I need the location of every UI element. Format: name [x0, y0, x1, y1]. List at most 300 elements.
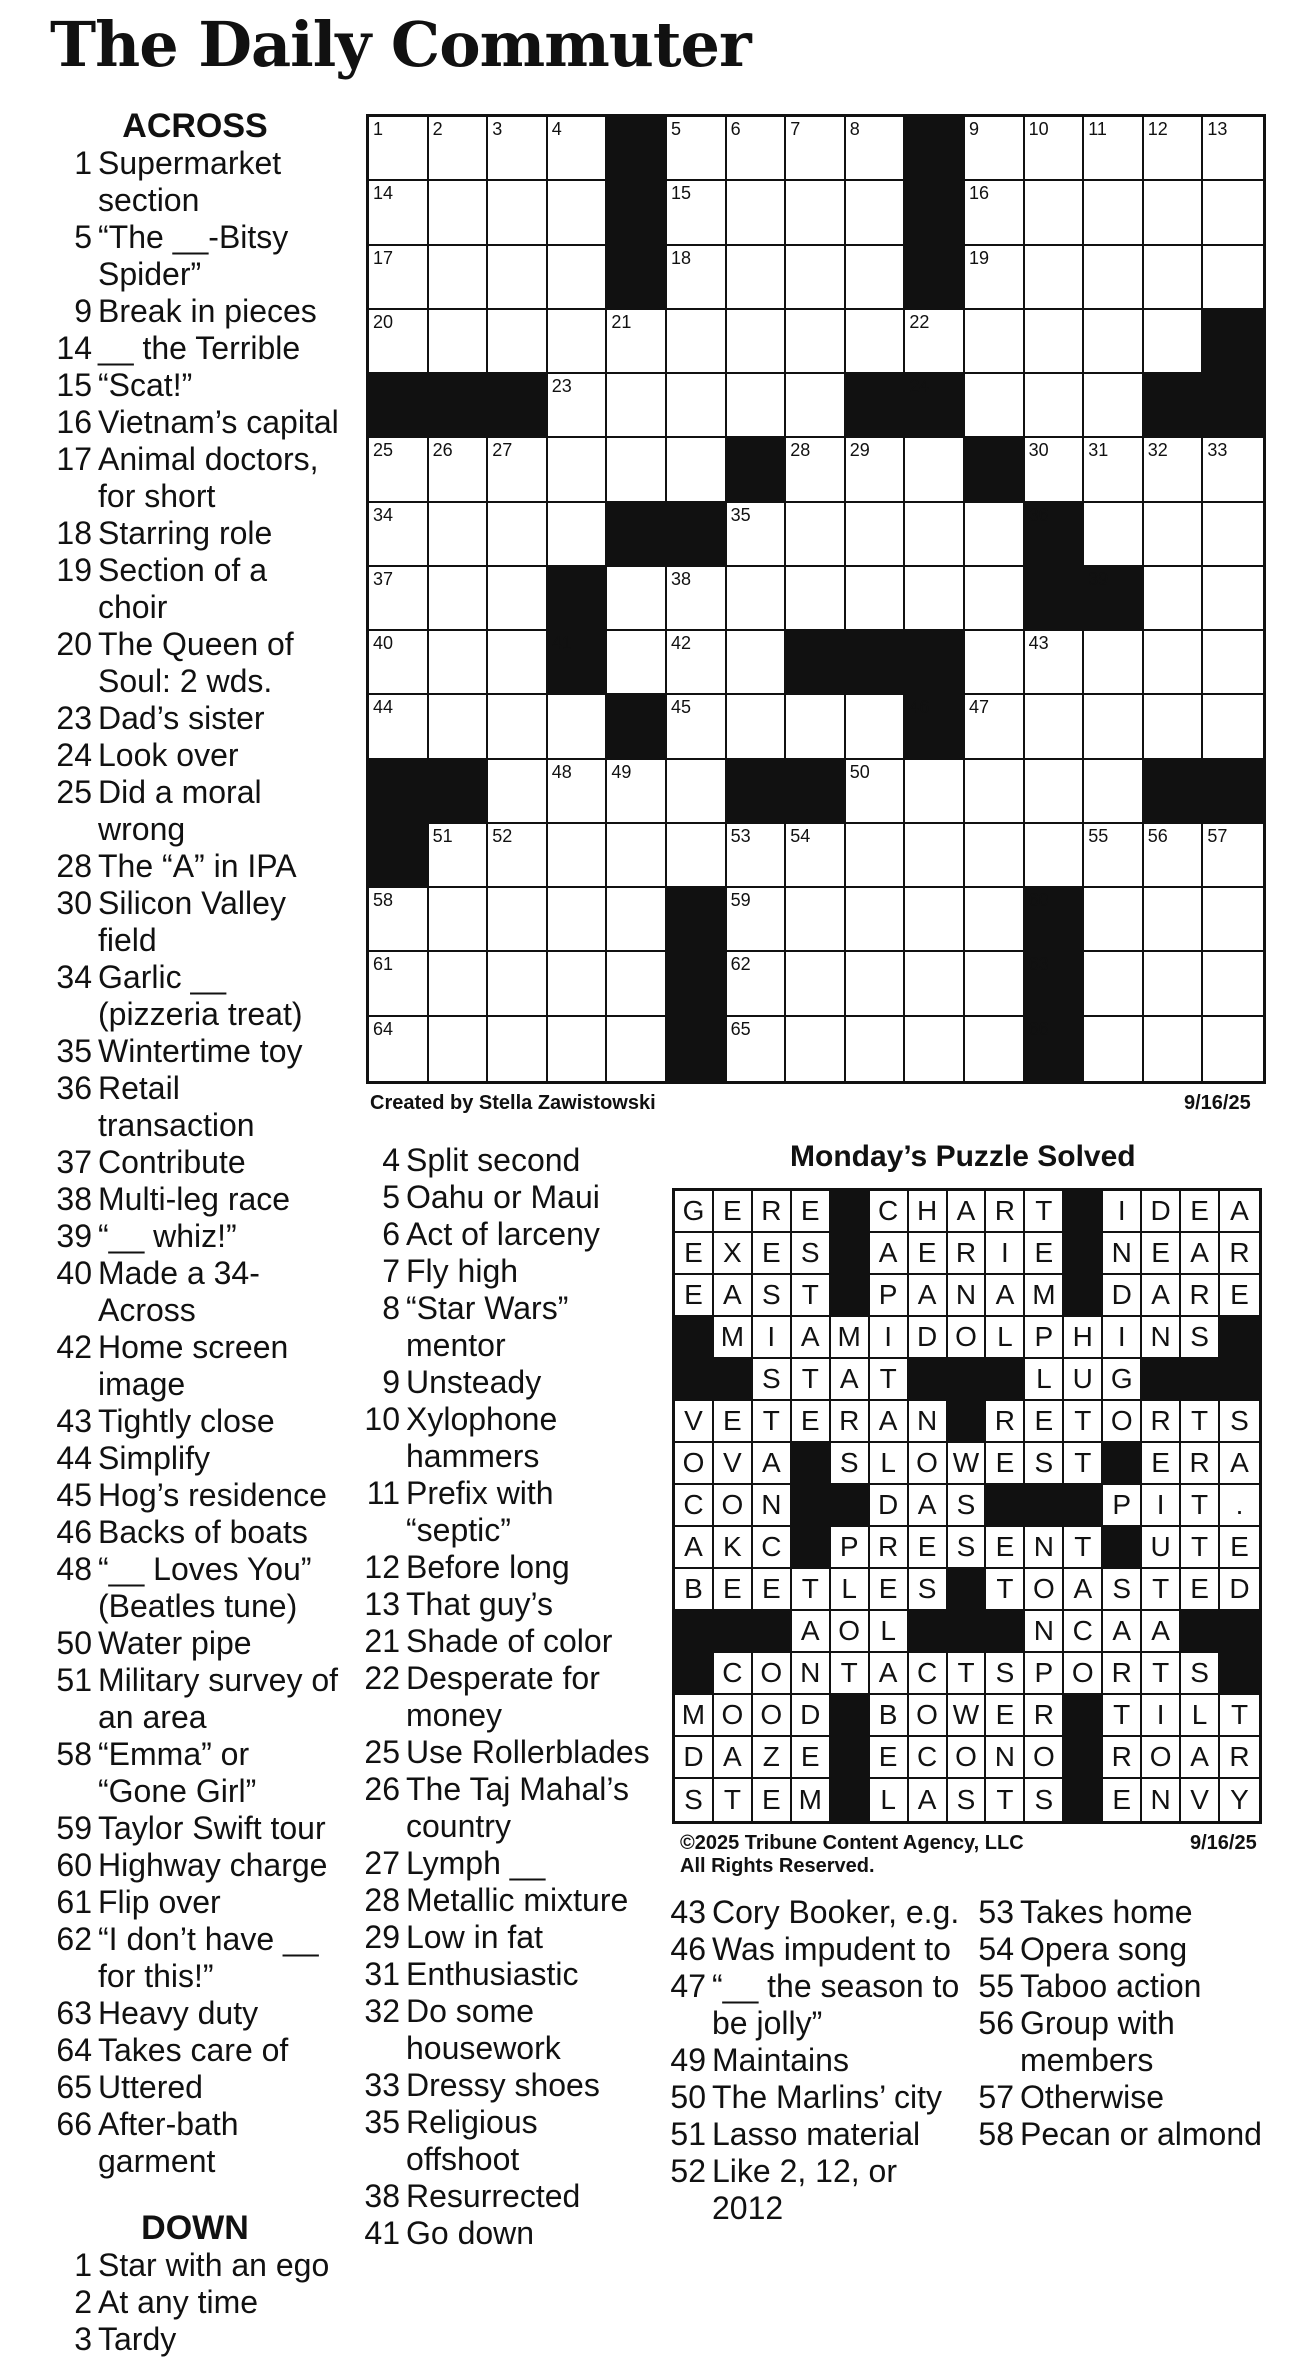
grid-cell[interactable]: [1144, 117, 1204, 181]
down-clue-11[interactable]: [358, 1475, 656, 1549]
black-square: [905, 631, 965, 695]
grid-cell[interactable]: [429, 503, 489, 567]
clue-number: 59: [56, 1810, 92, 1846]
grid-cell[interactable]: [786, 824, 846, 888]
down-clue-49[interactable]: [664, 2042, 964, 2079]
grid-cell[interactable]: [905, 760, 965, 824]
grid-cell[interactable]: [1144, 438, 1204, 502]
grid-cell[interactable]: [846, 824, 906, 888]
down-clue-50[interactable]: [664, 2079, 964, 2116]
across-clue-61[interactable]: [50, 1884, 340, 1921]
grid-cell[interactable]: [786, 181, 846, 245]
down-clue-12[interactable]: [358, 1549, 656, 1586]
grid-cell[interactable]: [727, 952, 787, 1016]
grid-cell[interactable]: [905, 438, 965, 502]
across-clue-65[interactable]: [50, 2069, 340, 2106]
grid-cell[interactable]: [786, 374, 846, 438]
grid-cell[interactable]: [1084, 117, 1144, 181]
grid-cell[interactable]: [488, 503, 548, 567]
grid-cell[interactable]: [548, 246, 608, 310]
grid-cell[interactable]: [1144, 824, 1204, 888]
grid-cell[interactable]: [786, 310, 846, 374]
down-clue-7[interactable]: [358, 1253, 656, 1290]
grid-cell[interactable]: [1084, 181, 1144, 245]
across-clue-43[interactable]: [50, 1403, 340, 1440]
grid-cell[interactable]: [905, 824, 965, 888]
grid-cell[interactable]: [607, 888, 667, 952]
grid-cell[interactable]: [846, 310, 906, 374]
grid-cell[interactable]: [786, 888, 846, 952]
clue-text: Resurrected: [406, 2178, 581, 2214]
grid-cell[interactable]: [965, 374, 1025, 438]
grid-cell[interactable]: [488, 952, 548, 1016]
grid-cell[interactable]: [1144, 567, 1204, 631]
cell-number: 49: [611, 761, 632, 782]
grid-cell[interactable]: [548, 952, 608, 1016]
grid-cell[interactable]: [429, 246, 489, 310]
grid-cell[interactable]: [429, 695, 489, 759]
grid-cell[interactable]: [786, 117, 846, 181]
down-clue-41[interactable]: [358, 2215, 656, 2252]
down-clue-5[interactable]: [358, 1179, 656, 1216]
across-clue-15[interactable]: [50, 367, 340, 404]
grid-cell[interactable]: [548, 117, 608, 181]
grid-cell[interactable]: [727, 374, 787, 438]
solution-letter: R: [1150, 1405, 1171, 1436]
across-clue-50[interactable]: [50, 1625, 340, 1662]
down-clue-25[interactable]: [358, 1734, 656, 1771]
grid-cell[interactable]: [1144, 952, 1204, 1016]
grid-cell[interactable]: [607, 952, 667, 1016]
crossword-grid[interactable]: [366, 114, 1266, 1084]
black-square: [675, 1317, 714, 1359]
grid-cell[interactable]: [369, 567, 429, 631]
grid-cell[interactable]: [429, 824, 489, 888]
across-clue-19[interactable]: [50, 552, 340, 626]
grid-cell[interactable]: [905, 310, 965, 374]
grid-cell[interactable]: [965, 181, 1025, 245]
down-clue-57[interactable]: [972, 2079, 1262, 2116]
grid-cell[interactable]: [548, 438, 608, 502]
grid-cell[interactable]: [429, 310, 489, 374]
grid-cell[interactable]: [1084, 760, 1144, 824]
grid-cell[interactable]: [1025, 631, 1085, 695]
grid-cell[interactable]: [727, 631, 787, 695]
grid-cell[interactable]: [905, 952, 965, 1016]
grid-cell[interactable]: [1084, 952, 1144, 1016]
grid-cell[interactable]: [369, 695, 429, 759]
down-clue-29[interactable]: [358, 1919, 656, 1956]
grid-cell[interactable]: [667, 181, 727, 245]
grid-cell[interactable]: [846, 438, 906, 502]
grid-cell[interactable]: [1203, 824, 1263, 888]
down-clue-13[interactable]: [358, 1586, 656, 1623]
down-clue-43[interactable]: [664, 1894, 964, 1931]
grid-cell[interactable]: [667, 438, 727, 502]
clue-number: 36: [56, 1070, 92, 1106]
across-clue-34[interactable]: [50, 959, 340, 1033]
across-clue-44[interactable]: [50, 1440, 340, 1477]
grid-cell[interactable]: [786, 952, 846, 1016]
across-clue-66[interactable]: [50, 2106, 340, 2180]
grid-cell[interactable]: [1203, 1017, 1263, 1081]
grid-cell[interactable]: [1084, 824, 1144, 888]
grid-cell[interactable]: [1203, 117, 1263, 181]
grid-cell[interactable]: [1144, 503, 1204, 567]
grid-cell[interactable]: [488, 567, 548, 631]
grid-cell[interactable]: [369, 1017, 429, 1081]
across-clue-51[interactable]: [50, 1662, 340, 1736]
grid-cell: [792, 1275, 831, 1317]
grid-cell[interactable]: [846, 888, 906, 952]
down-clue-3[interactable]: [50, 2321, 340, 2358]
grid-cell[interactable]: [369, 181, 429, 245]
across-clue-17[interactable]: [50, 441, 340, 515]
down-clue-51[interactable]: [664, 2116, 964, 2153]
grid-cell[interactable]: [1144, 1017, 1204, 1081]
grid-cell[interactable]: [607, 438, 667, 502]
grid-cell[interactable]: [488, 181, 548, 245]
grid-cell[interactable]: [488, 310, 548, 374]
across-clue-35[interactable]: [50, 1033, 340, 1070]
grid-cell[interactable]: [965, 1017, 1025, 1081]
clue-number: 50: [56, 1625, 92, 1661]
grid-cell[interactable]: [1084, 631, 1144, 695]
across-clue-14[interactable]: [50, 330, 340, 367]
grid-cell[interactable]: [1025, 246, 1085, 310]
grid-cell[interactable]: [786, 503, 846, 567]
across-clue-48[interactable]: [50, 1551, 340, 1625]
grid-cell[interactable]: [905, 567, 965, 631]
grid-cell[interactable]: [965, 503, 1025, 567]
grid-cell[interactable]: [1144, 310, 1204, 374]
grid-cell[interactable]: [548, 1017, 608, 1081]
grid-cell[interactable]: [667, 760, 727, 824]
grid-cell[interactable]: [429, 117, 489, 181]
grid-cell[interactable]: [965, 695, 1025, 759]
grid-cell[interactable]: [786, 567, 846, 631]
solution-letter: L: [1191, 1699, 1208, 1730]
down-clue-35[interactable]: [358, 2104, 656, 2178]
grid-cell[interactable]: [846, 503, 906, 567]
grid-cell[interactable]: [548, 888, 608, 952]
grid-cell[interactable]: [1025, 181, 1085, 245]
grid-cell[interactable]: [607, 631, 667, 695]
grid-cell[interactable]: [1084, 888, 1144, 952]
across-clue-9[interactable]: [50, 293, 340, 330]
across-clue-45[interactable]: [50, 1477, 340, 1514]
grid-cell[interactable]: [429, 631, 489, 695]
grid-cell: [714, 1275, 753, 1317]
grid-cell[interactable]: [548, 824, 608, 888]
grid-cell[interactable]: [488, 246, 548, 310]
grid-cell[interactable]: [488, 695, 548, 759]
grid-cell[interactable]: [607, 824, 667, 888]
grid-cell[interactable]: [905, 503, 965, 567]
grid-cell[interactable]: [548, 374, 608, 438]
grid-cell[interactable]: [846, 567, 906, 631]
down-clue-56[interactable]: [972, 2005, 1262, 2079]
grid-cell[interactable]: [1025, 695, 1085, 759]
solved-date: 9/16/25: [1190, 1832, 1257, 1854]
grid-cell: [1064, 1527, 1103, 1569]
grid-cell[interactable]: [727, 888, 787, 952]
grid-cell[interactable]: [727, 695, 787, 759]
grid-cell[interactable]: [429, 567, 489, 631]
across-clue-39[interactable]: [50, 1218, 340, 1255]
clue-text: Takes care of: [98, 2032, 289, 2068]
grid-cell[interactable]: [1203, 952, 1263, 1016]
grid-cell[interactable]: [369, 631, 429, 695]
grid-cell[interactable]: [667, 631, 727, 695]
down-clue-47[interactable]: [664, 1968, 964, 2042]
grid-cell[interactable]: [1084, 1017, 1144, 1081]
grid-cell[interactable]: [1144, 181, 1204, 245]
grid-cell[interactable]: [965, 952, 1025, 1016]
grid-cell[interactable]: [846, 246, 906, 310]
across-clue-64[interactable]: [50, 2032, 340, 2069]
grid-cell[interactable]: [846, 760, 906, 824]
down-clue-21[interactable]: [358, 1623, 656, 1660]
down-clue-53[interactable]: [972, 1894, 1262, 1931]
solution-letter: A: [917, 1784, 937, 1815]
down-clue-6[interactable]: [358, 1216, 656, 1253]
down-clue-22[interactable]: [358, 1660, 656, 1734]
grid-cell[interactable]: [965, 567, 1025, 631]
across-clue-28[interactable]: [50, 848, 340, 885]
grid-cell[interactable]: [965, 824, 1025, 888]
solution-letter: L: [880, 1615, 896, 1646]
across-clue-62[interactable]: [50, 1921, 340, 1995]
down-clue-54[interactable]: [972, 1931, 1262, 1968]
grid-cell[interactable]: [607, 1017, 667, 1081]
grid-cell: [870, 1611, 909, 1653]
grid-cell[interactable]: [429, 181, 489, 245]
grid-cell[interactable]: [369, 310, 429, 374]
grid-cell[interactable]: [1025, 824, 1085, 888]
across-clue-46[interactable]: [50, 1514, 340, 1551]
grid-cell[interactable]: [1025, 374, 1085, 438]
across-clue-42[interactable]: [50, 1329, 340, 1403]
across-clue-1[interactable]: [50, 145, 340, 219]
clue-text: Enthusiastic: [406, 1956, 579, 1992]
grid-cell[interactable]: [429, 888, 489, 952]
across-clue-37[interactable]: [50, 1144, 340, 1181]
clue-text: Lasso material: [712, 2116, 921, 2152]
grid-cell[interactable]: [667, 567, 727, 631]
grid-cell[interactable]: [429, 1017, 489, 1081]
down-clue-10[interactable]: [358, 1401, 656, 1475]
grid-cell: [792, 1191, 831, 1233]
grid-cell: [675, 1737, 714, 1779]
grid-cell[interactable]: [488, 117, 548, 181]
grid-cell[interactable]: [727, 310, 787, 374]
grid-cell[interactable]: [667, 374, 727, 438]
across-clue-20[interactable]: [50, 626, 340, 700]
down-clue-55[interactable]: [972, 1968, 1262, 2005]
grid-cell[interactable]: [1144, 695, 1204, 759]
solution-letter: O: [760, 1699, 783, 1730]
across-clue-16[interactable]: [50, 404, 340, 441]
black-square: [1181, 1359, 1220, 1401]
grid-cell[interactable]: [727, 567, 787, 631]
across-clue-23[interactable]: [50, 700, 340, 737]
grid-cell[interactable]: [548, 695, 608, 759]
grid-cell[interactable]: [965, 631, 1025, 695]
grid-cell: [675, 1401, 714, 1443]
grid-cell[interactable]: [1084, 695, 1144, 759]
grid-cell[interactable]: [667, 117, 727, 181]
grid-cell[interactable]: [1203, 888, 1263, 952]
grid-cell[interactable]: [846, 952, 906, 1016]
grid-cell[interactable]: [727, 181, 787, 245]
grid-cell[interactable]: [369, 246, 429, 310]
grid-cell: [948, 1653, 987, 1695]
down-clue-1[interactable]: [50, 2247, 340, 2284]
clue-number: 63: [56, 1995, 92, 2031]
across-clue-5[interactable]: [50, 219, 340, 293]
grid-cell[interactable]: [369, 888, 429, 952]
grid-cell[interactable]: [786, 438, 846, 502]
grid-cell[interactable]: [429, 438, 489, 502]
grid-cell[interactable]: [1084, 503, 1144, 567]
across-clue-36[interactable]: [50, 1070, 340, 1144]
grid-cell[interactable]: [727, 246, 787, 310]
down-clue-28[interactable]: [358, 1882, 656, 1919]
solution-letter: T: [723, 1784, 741, 1815]
grid-cell[interactable]: [1203, 438, 1263, 502]
across-clue-58[interactable]: [50, 1736, 340, 1810]
grid-cell[interactable]: [667, 824, 727, 888]
down-clue-26[interactable]: [358, 1771, 656, 1845]
grid-cell[interactable]: [667, 310, 727, 374]
grid-cell[interactable]: [786, 695, 846, 759]
grid-cell[interactable]: [965, 760, 1025, 824]
grid-cell[interactable]: [488, 824, 548, 888]
grid-cell[interactable]: [1203, 503, 1263, 567]
grid-cell[interactable]: [1203, 246, 1263, 310]
grid-cell[interactable]: [727, 1017, 787, 1081]
across-clue-40[interactable]: [50, 1255, 340, 1329]
grid-cell[interactable]: [727, 824, 787, 888]
grid-cell[interactable]: [548, 181, 608, 245]
grid-cell[interactable]: [548, 503, 608, 567]
grid-cell[interactable]: [965, 117, 1025, 181]
grid-cell[interactable]: [548, 310, 608, 374]
down-clue-8[interactable]: [358, 1290, 656, 1364]
grid-cell[interactable]: [607, 374, 667, 438]
down-clue-33[interactable]: [358, 2067, 656, 2104]
solution-letter: E: [1151, 1447, 1170, 1478]
grid-cell[interactable]: [1203, 567, 1263, 631]
grid-cell[interactable]: [727, 503, 787, 567]
down-clue-2[interactable]: [50, 2284, 340, 2321]
grid-cell[interactable]: [1084, 374, 1144, 438]
grid-cell[interactable]: [1084, 246, 1144, 310]
grid-cell[interactable]: [727, 117, 787, 181]
clue-number: 12: [364, 1549, 400, 1585]
grid-cell[interactable]: [1025, 760, 1085, 824]
grid-cell[interactable]: [667, 246, 727, 310]
grid-cell[interactable]: [1203, 631, 1263, 695]
down-clue-27[interactable]: [358, 1845, 656, 1882]
grid-cell[interactable]: [786, 246, 846, 310]
grid-cell[interactable]: [905, 1017, 965, 1081]
down-clue-31[interactable]: [358, 1956, 656, 1993]
grid-cell[interactable]: [1144, 246, 1204, 310]
grid-cell: [714, 1191, 753, 1233]
grid-cell[interactable]: [607, 567, 667, 631]
grid-cell[interactable]: [1144, 888, 1204, 952]
down-clue-58[interactable]: [972, 2116, 1262, 2153]
clue-number: 42: [56, 1329, 92, 1365]
down-clue-4[interactable]: [358, 1142, 656, 1179]
down-clue-9[interactable]: [358, 1364, 656, 1401]
grid-cell[interactable]: [607, 310, 667, 374]
across-clue-25[interactable]: [50, 774, 340, 848]
grid-cell[interactable]: [846, 1017, 906, 1081]
grid-cell[interactable]: [965, 888, 1025, 952]
grid-cell[interactable]: [1025, 117, 1085, 181]
grid-cell[interactable]: [488, 631, 548, 695]
across-clue-18[interactable]: [50, 515, 340, 552]
grid-cell[interactable]: [1203, 695, 1263, 759]
across-clue-60[interactable]: [50, 1847, 340, 1884]
grid-cell[interactable]: [488, 760, 548, 824]
across-clue-30[interactable]: [50, 885, 340, 959]
grid-cell[interactable]: [846, 695, 906, 759]
down-clue-46[interactable]: [664, 1931, 964, 1968]
across-clue-63[interactable]: [50, 1995, 340, 2032]
down-clue-32[interactable]: [358, 1993, 656, 2067]
grid-cell[interactable]: [1025, 310, 1085, 374]
grid-cell[interactable]: [965, 310, 1025, 374]
across-clue-38[interactable]: [50, 1181, 340, 1218]
grid-cell[interactable]: [846, 181, 906, 245]
grid-cell[interactable]: [1025, 438, 1085, 502]
solution-letter: E: [878, 1741, 898, 1772]
grid-cell[interactable]: [846, 117, 906, 181]
grid-cell[interactable]: [607, 760, 667, 824]
solution-letter: Z: [762, 1741, 780, 1772]
grid-cell[interactable]: [1203, 181, 1263, 245]
grid-cell[interactable]: [369, 438, 429, 502]
grid-cell[interactable]: [488, 1017, 548, 1081]
grid-cell[interactable]: [488, 438, 548, 502]
grid-cell[interactable]: [786, 1017, 846, 1081]
grid-cell[interactable]: [667, 695, 727, 759]
black-square: [986, 1485, 1025, 1527]
grid-cell[interactable]: [369, 117, 429, 181]
grid-cell[interactable]: [488, 888, 548, 952]
grid-cell[interactable]: [1084, 310, 1144, 374]
cell-number: 6: [730, 119, 741, 139]
down-clue-38[interactable]: [358, 2178, 656, 2215]
down-clue-52[interactable]: [664, 2153, 964, 2227]
grid-cell[interactable]: [369, 503, 429, 567]
grid-cell[interactable]: [965, 246, 1025, 310]
grid-cell[interactable]: [1084, 438, 1144, 502]
grid-cell[interactable]: [369, 952, 429, 1016]
grid-cell[interactable]: [1144, 631, 1204, 695]
across-clue-24[interactable]: [50, 737, 340, 774]
grid-cell[interactable]: [548, 760, 608, 824]
across-clue-59[interactable]: [50, 1810, 340, 1847]
grid-cell[interactable]: [429, 952, 489, 1016]
solution-letter: H: [1072, 1321, 1093, 1352]
clue-text: After-bath garment: [98, 2106, 239, 2179]
grid-cell[interactable]: [905, 888, 965, 952]
